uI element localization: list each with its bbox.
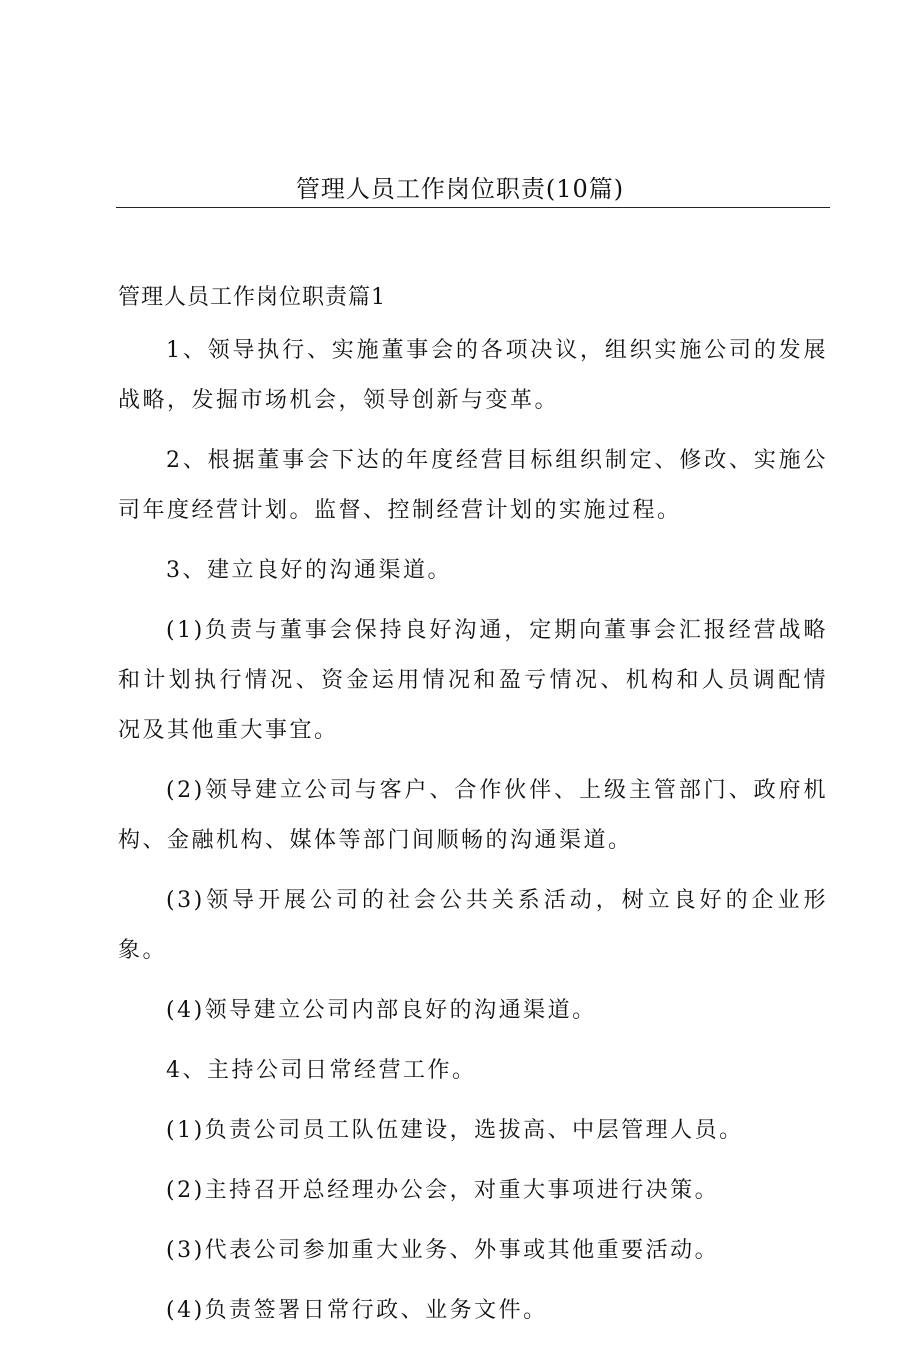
title-underline [116,207,830,208]
paragraph-4-3: (3)代表公司参加重大业务、外事或其他重要活动。 [166,1238,720,1263]
paragraph-4-1: (1)负责公司员工队伍建设，选拔高、中层管理人员。 [166,1118,744,1143]
section-heading: 管理人员工作岗位职责篇1 [118,285,386,310]
paragraph-4-4: (4)负责签署日常行政、业务文件。 [166,1298,548,1323]
paragraph-3-4: (4)领导建立公司内部良好的沟通渠道。 [166,998,597,1023]
paragraph-4: 4、主持公司日常经营工作。 [166,1058,477,1083]
paragraph-1: 1、领导执行、实施董事会的各项决议，组织实施公司的发展战略，发掘市场机会，领导创新与变革。 [118,338,828,413]
document-title: 管理人员工作岗位职责(10篇) [295,175,625,203]
paragraph-2: 2、根据董事会下达的年度经营目标组织制定、修改、实施公司年度经营计划。监督、控制经营计划的实施过程。 [118,448,828,523]
paragraph-4-2: (2)主持召开总经理办公会，对重大事项进行决策。 [166,1178,720,1203]
paragraph-3-3: (3)领导开展公司的社会公共关系活动，树立良好的企业形象。 [118,888,828,963]
document-body [118,326,828,1346]
paragraph-3: 3、建立良好的沟通渠道。 [166,558,452,583]
paragraph-3-1: (1)负责与董事会保持良好沟通，定期向董事会汇报经营战略和计划执行情况、资金运用情况和盈亏情况、机构和人员调配情况及其他重大事宜。 [118,618,828,743]
paragraph-3-2: (2)领导建立公司与客户、合作伙伴、上级主管部门、政府机构、金融机构、媒体等部门间顺畅的沟通渠道。 [118,778,828,853]
